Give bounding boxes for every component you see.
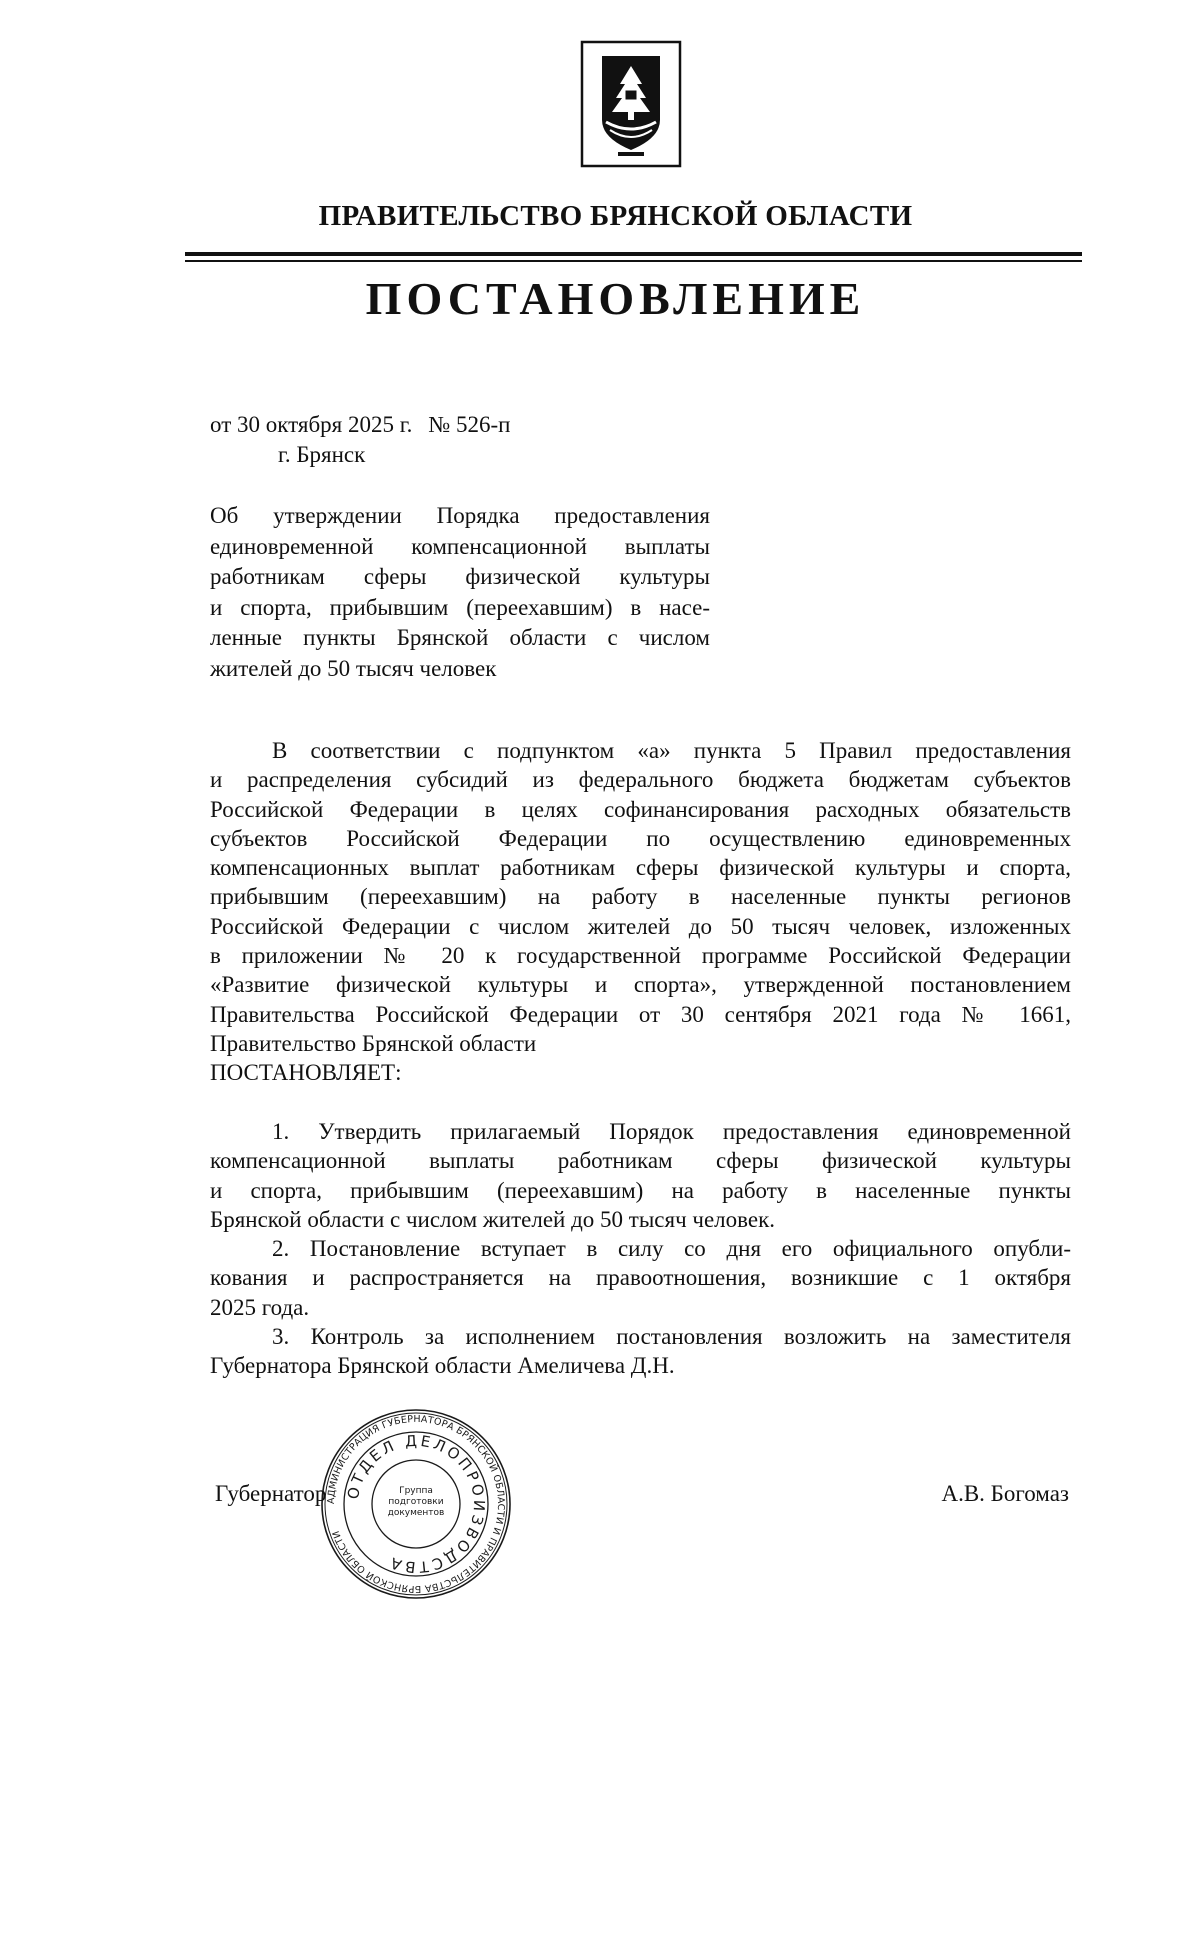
stamp-middle-text: ОТДЕЛ ДЕЛОПРОИЗВОДСТВА [343, 1431, 489, 1577]
point-3-line: Губернатора Брянской области Амеличева Д.Н. [210, 1353, 675, 1379]
document-subject [210, 501, 710, 684]
subject-line: работникам сферы физической культуры [210, 564, 710, 589]
preamble-paragraph [210, 736, 1071, 1088]
paragraph-line: прибывшим (переехавшим) на работу в населенные пункты регионов [210, 884, 1071, 910]
official-stamp [318, 1406, 514, 1602]
document-city: г. Брянск [278, 442, 366, 467]
subject-line: жителей до 50 тысяч человек [210, 655, 497, 681]
coat-of-arms-icon [580, 40, 682, 168]
paragraph-line: Российской Федерации в целях софинансирования расходных обязательств [210, 796, 1071, 822]
subject-line: Об утверждении Порядка предоставления [210, 503, 710, 528]
resolves-word: ПОСТАНОВЛЯЕТ: [210, 1060, 402, 1086]
stamp-center-text: Группа подготовки документов [387, 1486, 445, 1518]
paragraph-line: субъектов Российской Федерации по осуществлению единовременных [210, 825, 1071, 851]
subject-line: единовременной компенсационной выплаты [210, 533, 710, 559]
point-3-line: 3. Контроль за исполнением постановления возложить на заместителя [272, 1324, 1071, 1350]
paragraph-line: и распределения субсидий из федерального бюджета бюджетам субъектов [210, 767, 1071, 793]
header-divider-thin [185, 260, 1082, 262]
date-line [210, 412, 511, 438]
point-2-line: кования и распространяется на правоотношения, возникшие с 1 октября [210, 1265, 1071, 1291]
paragraph-line: Российской Федерации с числом жителей до 50 тысяч человек, изложенных [210, 913, 1071, 939]
point-1-line: Брянской области с числом жителей до 50 тысяч человек. [210, 1206, 776, 1232]
header-divider [185, 252, 1082, 256]
resolution-points [210, 1117, 1071, 1381]
point-1-line: и спорта, прибывшим (переехавшим) на работу в населенные пункты [210, 1177, 1071, 1203]
point-2-line: 2. Постановление вступает в силу со дня его официального опубли- [272, 1236, 1071, 1262]
subject-line: и спорта, прибывшим (переехавшим) в насе- [210, 594, 710, 620]
paragraph-line: Правительства Российской Федерации от 30 сентября 2021 года № 1661, [210, 1001, 1071, 1027]
paragraph-line: компенсационных выплат работникам сферы физической культуры и спорта, [210, 855, 1071, 881]
document-type: ПОСТАНОВЛЕНИЕ [365, 273, 866, 324]
signatory-name: А.В. Богомаз [941, 1481, 1069, 1506]
signatory-title: Губернатор [215, 1481, 327, 1506]
paragraph-line: в приложении № 20 к государственной программе Российской Федерации [210, 943, 1071, 969]
organization-title: ПРАВИТЕЛЬСТВО БРЯНСКОЙ ОБЛАСТИ [318, 200, 913, 232]
stamp-outer-text: АДМИНИСТРАЦИЯ ГУБЕРНАТОРА БРЯНСКОЙ ОБЛАСТИ И ПРАВИТЕЛЬСТВА БРЯНСКОЙ ОБЛАСТИ [325, 1413, 507, 1595]
document-number: № 526-п [428, 412, 511, 437]
document-date: от 30 октября 2025 г. [210, 412, 413, 437]
subject-line: ленные пункты Брянской области с числом [210, 625, 710, 650]
point-2-line: 2025 года. [210, 1294, 310, 1320]
point-1-line: компенсационной выплаты работникам сферы физической культуры [210, 1148, 1071, 1174]
paragraph-line: Правительство Брянской области [210, 1030, 537, 1056]
point-1-line: 1. Утвердить прилагаемый Порядок предоставления единовременной [272, 1119, 1071, 1144]
paragraph-line: «Развитие физической культуры и спорта», утвержденной постановлением [210, 972, 1071, 998]
paragraph-line: В соответствии с подпунктом «а» пункта 5 Правил предоставления [272, 738, 1071, 763]
